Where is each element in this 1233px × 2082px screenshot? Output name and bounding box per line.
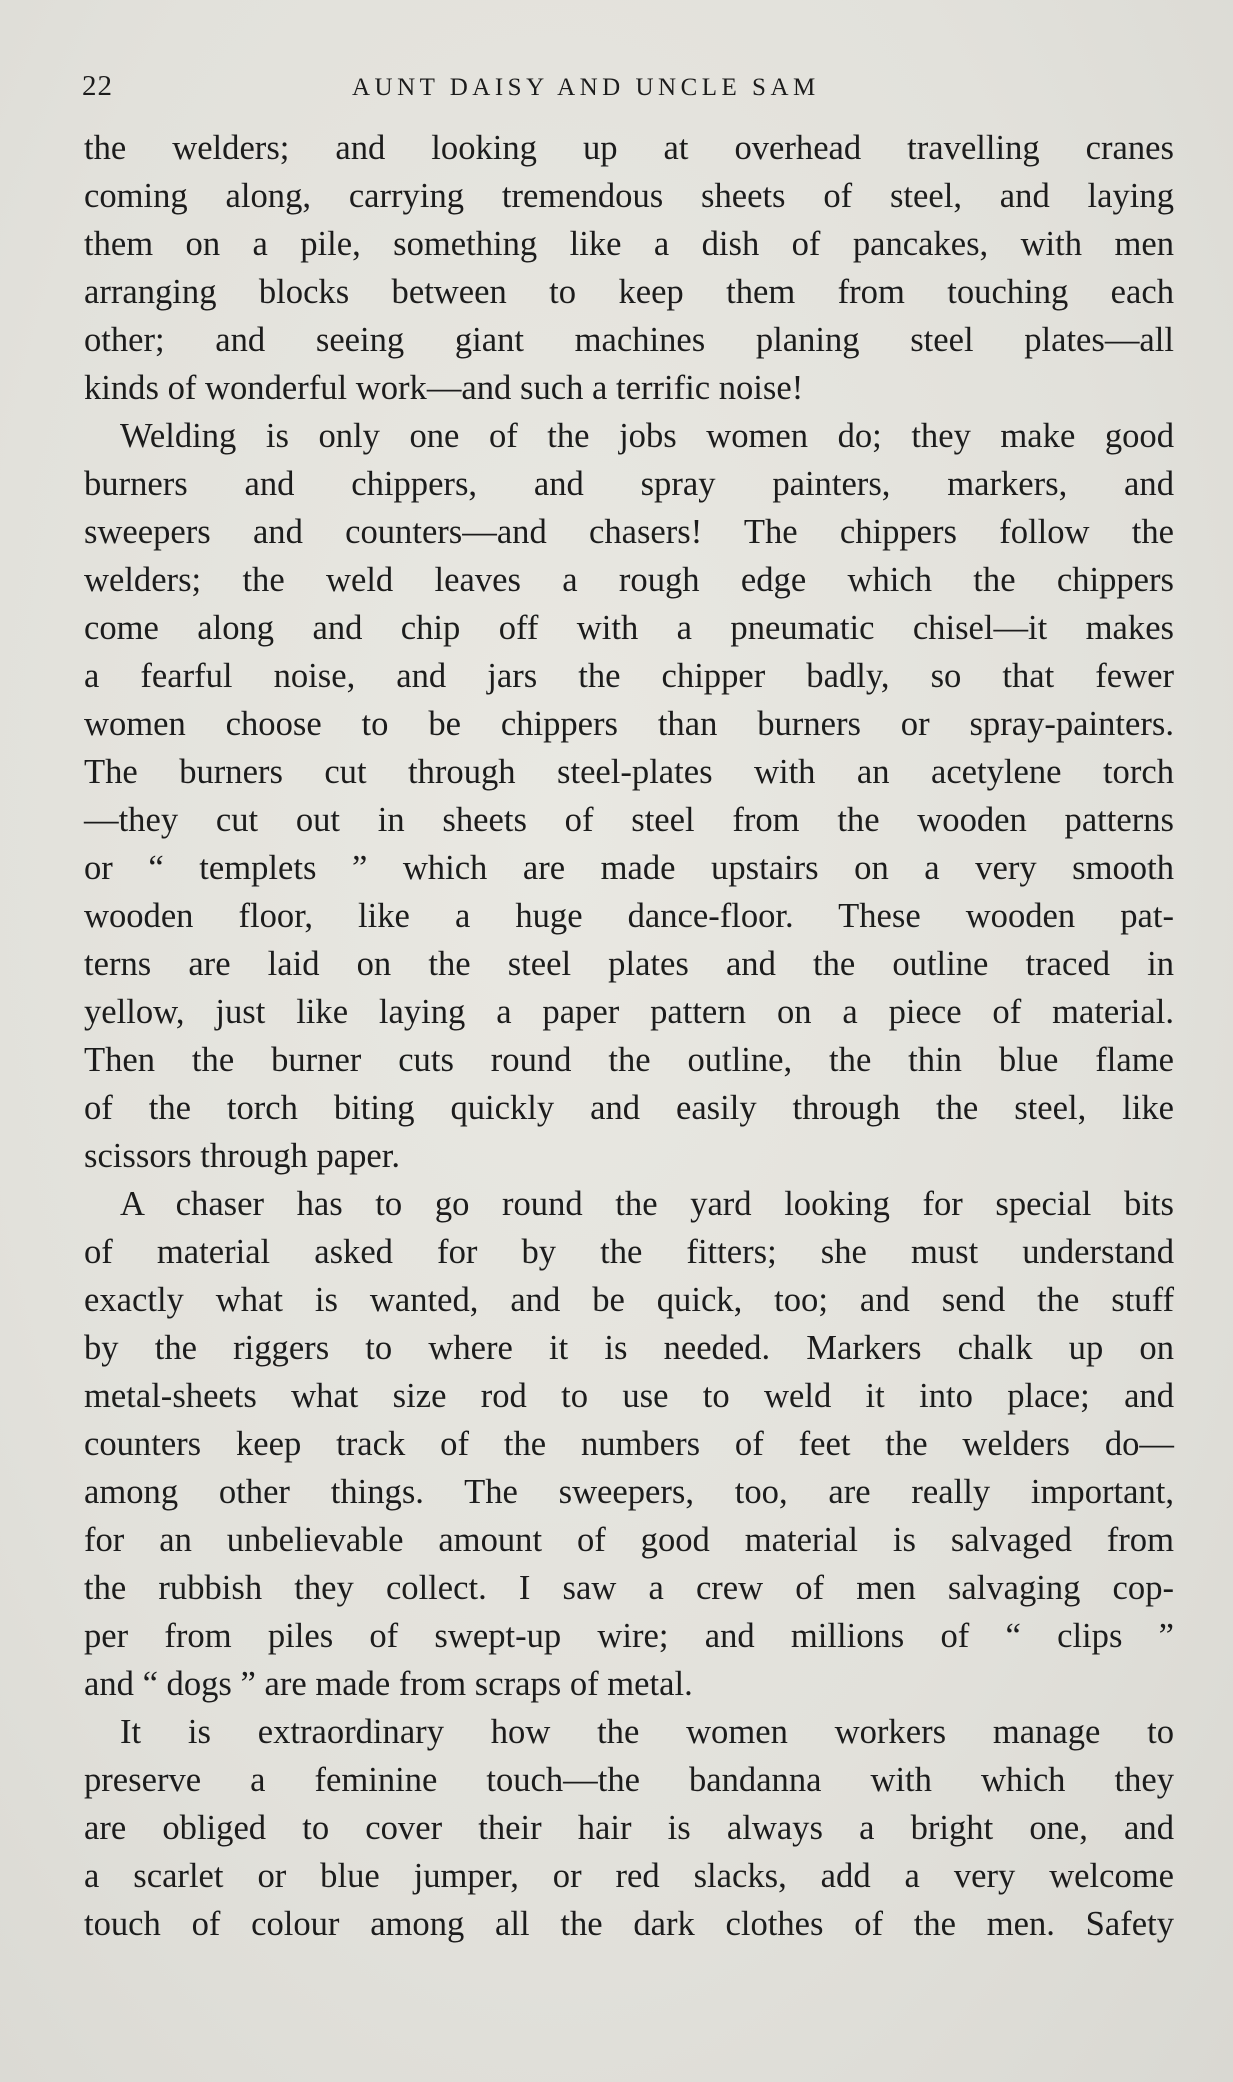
text-line: the welders; and looking up at overhead travelling cranes [84, 129, 1174, 167]
text-line: coming along, carrying tremendous sheets of steel, and laying [84, 177, 1174, 215]
text-line: for an unbelievable amount of good material is salvaged from [84, 1521, 1174, 1559]
text-line: come along and chip off with a pneumatic chisel—it makes [84, 609, 1174, 647]
text-line: It is extraordinary how the women workers manage to [120, 1713, 1174, 1751]
text-line: yellow, just like laying a paper pattern on a piece of material. [84, 993, 1174, 1031]
paragraph [84, 1708, 1174, 1948]
text-line: counters keep track of the numbers of feet the welders do— [84, 1425, 1174, 1463]
text-line: women choose to be chippers than burners or spray-painters. [84, 705, 1174, 743]
text-line: metal-sheets what size rod to use to weld it into place; and [84, 1377, 1174, 1415]
text-line: or “ templets ” which are made upstairs on a very smooth [84, 849, 1174, 887]
page-number: 22 [82, 70, 113, 102]
text-line: The burners cut through steel-plates with an acetylene torch [84, 753, 1174, 791]
text-line: A chaser has to go round the yard looking for special bits [120, 1185, 1174, 1223]
text-line: arranging blocks between to keep them from touching each [84, 273, 1174, 311]
text-line: touch of colour among all the dark clothes of the men. Safety [84, 1905, 1174, 1943]
text-line: —they cut out in sheets of steel from the wooden patterns [84, 801, 1174, 839]
text-line: burners and chippers, and spray painters, markers, and [84, 465, 1174, 503]
text-line: them on a pile, something like a dish of pancakes, with men [84, 225, 1174, 263]
text-line: other; and seeing giant machines planing steel plates—all [84, 321, 1174, 359]
text-line: kinds of wonderful work—and such a terrific noise! [84, 369, 804, 407]
running-title: AUNT DAISY AND UNCLE SAM [352, 74, 820, 101]
text-line: of material asked for by the fitters; she must understand [84, 1233, 1174, 1271]
paragraph [84, 124, 1174, 412]
body-text [84, 124, 1174, 1948]
text-line: scissors through paper. [84, 1137, 400, 1175]
paragraph [84, 1180, 1174, 1708]
text-line: preserve a feminine touch—the bandanna with which they [84, 1761, 1174, 1799]
text-line: among other things. The sweepers, too, are really important, [84, 1473, 1174, 1511]
text-line: are obliged to cover their hair is always a bright one, and [84, 1809, 1174, 1847]
text-line: terns are laid on the steel plates and the outline traced in [84, 945, 1174, 983]
text-line: per from piles of swept-up wire; and millions of “ clips ” [84, 1617, 1174, 1655]
text-line: the rubbish they collect. I saw a crew of men salvaging cop- [84, 1569, 1174, 1607]
paragraph [84, 412, 1174, 1180]
text-line: and “ dogs ” are made from scraps of metal. [84, 1665, 693, 1703]
text-line: a scarlet or blue jumper, or red slacks, add a very welcome [84, 1857, 1174, 1895]
text-line: exactly what is wanted, and be quick, too; and send the stuff [84, 1281, 1174, 1319]
running-head [82, 70, 1172, 110]
text-line: a fearful noise, and jars the chipper badly, so that fewer [84, 657, 1174, 695]
text-line: by the riggers to where it is needed. Markers chalk up on [84, 1329, 1174, 1367]
text-line: Then the burner cuts round the outline, the thin blue flame [84, 1041, 1174, 1079]
text-line: Welding is only one of the jobs women do; they make good [120, 417, 1174, 455]
text-line: wooden floor, like a huge dance-floor. These wooden pat- [84, 897, 1174, 935]
text-line: sweepers and counters—and chasers! The chippers follow the [84, 513, 1174, 551]
text-line: of the torch biting quickly and easily through the steel, like [84, 1089, 1174, 1127]
text-line: welders; the weld leaves a rough edge which the chippers [84, 561, 1174, 599]
